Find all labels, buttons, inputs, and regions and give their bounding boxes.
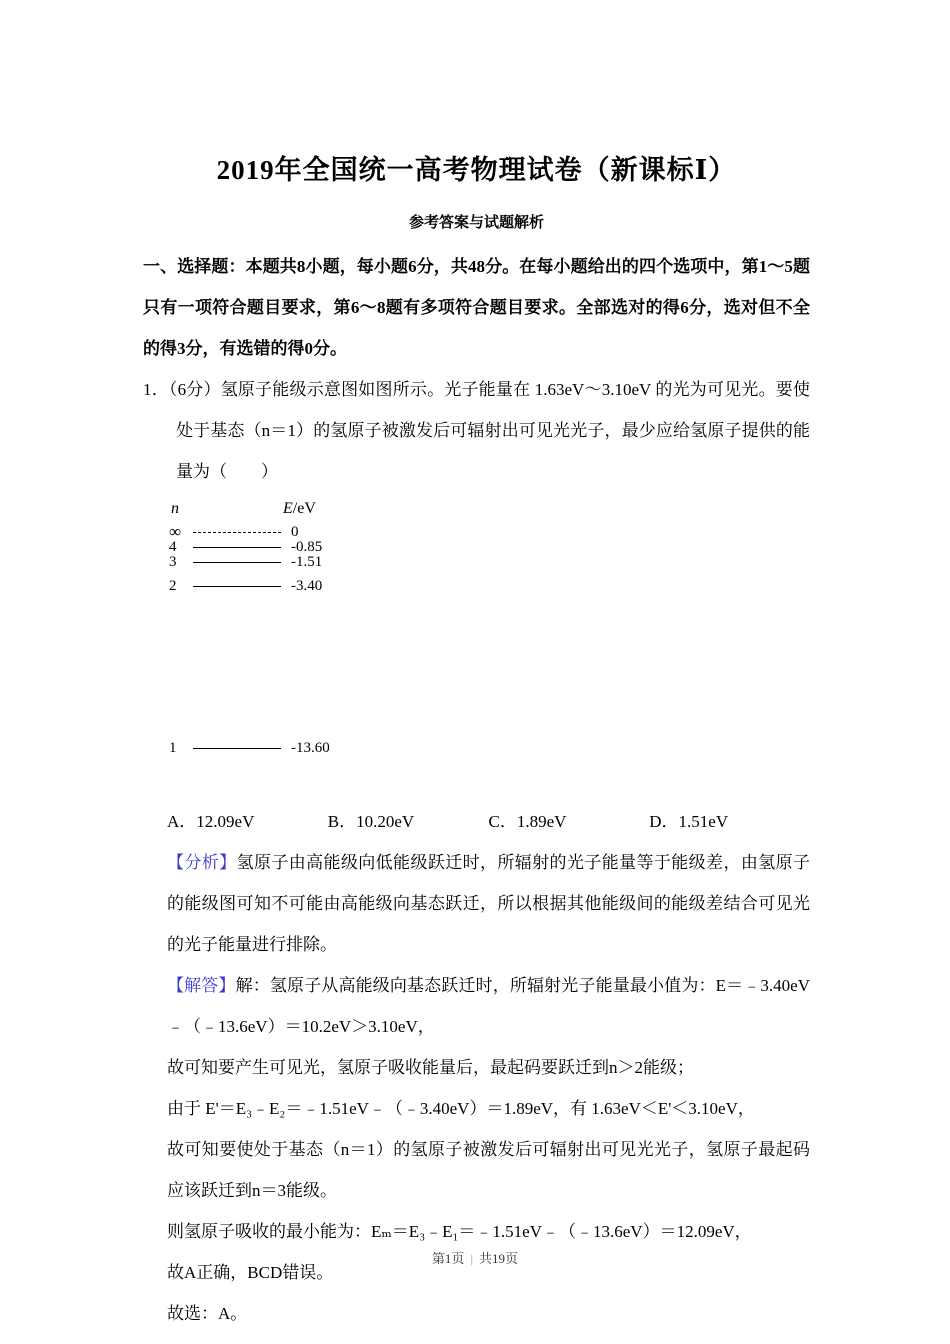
axis-label-n: n [171, 500, 179, 517]
energy-level-diagram [167, 498, 810, 793]
footer-separator: | [470, 1251, 474, 1266]
solution-paragraph [167, 965, 810, 1047]
question-stem-text: （6分）氢原子能级示意图如图所示。光子能量在 1.63eV～3.10eV 的光为可见光。要使处于基态（n＝1）的氢原子被激发后可辐射出可见光光子，最少应给氢原子提供的能量为（ ） [168, 380, 811, 481]
level-energy-label: -1.51 [291, 553, 323, 570]
page-content [143, 0, 810, 1334]
solution-line: 故A正确，BCD错误。 [167, 1263, 334, 1282]
level-energy-label: 0 [291, 523, 299, 540]
level-energy-label: -13.60 [291, 739, 330, 756]
level-row-1 [169, 740, 330, 756]
page-title: 2019年全国统一高考物理试卷（新课标Ⅰ） [216, 155, 737, 185]
level-n-label: ∞ [169, 522, 182, 541]
option-c: C．1.89eV [488, 812, 567, 831]
axis-label-e-ev: E/eV [283, 500, 316, 517]
footer-page-number: 第1页 [431, 1251, 465, 1266]
level-n-label: 3 [169, 554, 177, 570]
level-line [193, 562, 281, 563]
options-row [167, 801, 810, 842]
level-n-label: 1 [169, 740, 177, 756]
page-subtitle: 参考答案与试题解析 [408, 215, 544, 231]
level-line [193, 547, 281, 548]
level-n-label: 2 [169, 578, 177, 594]
question-1-stem [143, 369, 810, 492]
level-line-dashed [193, 532, 281, 533]
solution-line: 则氢原子吸收的最小能为：Eₘ＝E₃﹣E₁＝﹣1.51eV﹣（﹣13.6eV）＝12.09eV， [167, 1222, 752, 1241]
option-d: D．1.51eV [649, 812, 729, 831]
level-row-3 [169, 554, 322, 570]
question-number: 1． [143, 380, 169, 399]
option-b: B．10.20eV [327, 812, 415, 831]
footer-total-pages: 共19页 [479, 1251, 519, 1266]
solution-line: 故选：A。 [167, 1304, 248, 1323]
analysis-tag: 【分析】 [167, 853, 237, 872]
analysis-text: 氢原子由高能级向低能级跃迁时，所辐射的光子能量等于能级差，由氢原子的能级图可知不可能由高能级向基态跃迁，所以根据其他能级间的能级差结合可见光的光子能量进行排除。 [167, 853, 811, 954]
level-row-2 [169, 578, 322, 594]
option-a: A．12.09eV [167, 812, 255, 831]
solution-line: 故可知要产生可见光，氢原子吸收能量后，最起码要跃迁到n＞2能级； [167, 1058, 694, 1077]
solution-line: 由于 E'＝E₃﹣E₂＝﹣1.51eV﹣（﹣3.40eV）＝1.89eV，有 1.63eV＜E'＜3.10eV， [167, 1099, 755, 1118]
section-heading: 一、选择题：本题共8小题，每小题6分，共48分。在每小题给出的四个选项中，第1～5题只有一项符合题目要求，第6～8题有多项符合题目要求。全部选对的得6分，选对但不全的得3分，有选错的得0分。 [143, 257, 810, 358]
level-line [193, 748, 281, 749]
solution-tag: 【解答】 [167, 976, 236, 995]
level-row-infinity [169, 524, 299, 540]
question-1-body [143, 498, 810, 1334]
page-footer [0, 1248, 950, 1267]
solution-line: 解：氢原子从高能级向基态跃迁时，所辐射光子能量最小值为：E＝﹣3.40eV﹣（﹣13.6eV）＝10.2eV＞3.10eV， [167, 976, 810, 1036]
level-n-label: 4 [169, 539, 177, 555]
level-energy-label: -3.40 [291, 577, 323, 594]
level-energy-label: -0.85 [291, 538, 323, 555]
analysis-paragraph [167, 842, 810, 965]
solution-line: 故可知要使处于基态（n＝1）的氢原子被激发后可辐射出可见光光子，氢原子最起码应该跃迁到n＝3能级。 [167, 1140, 810, 1200]
level-line [193, 586, 281, 587]
